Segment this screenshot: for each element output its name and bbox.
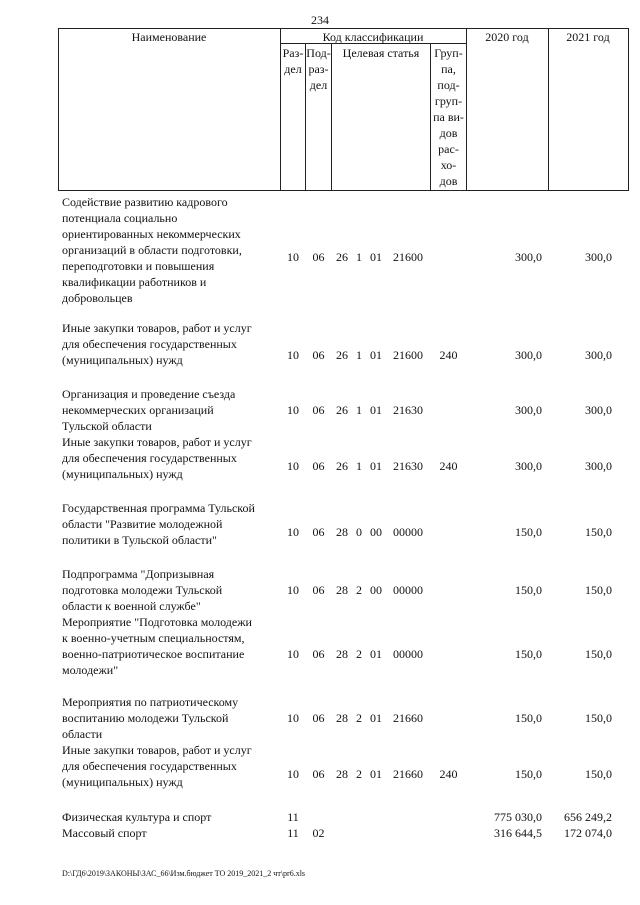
header-bottom-border — [58, 190, 629, 191]
row-target-program: 26 — [336, 459, 348, 473]
row-name-line: ориентированных некоммерческих — [62, 227, 241, 241]
header-target: Целевая статья — [342, 46, 420, 60]
row-target-program: 26 — [336, 348, 348, 362]
row-target-subprogram: 1 — [356, 250, 362, 264]
row-name-line: подготовка молодежи Тульской — [62, 583, 223, 597]
row-name-line: Государственная программа Тульской — [62, 501, 255, 515]
header-group-line: дов — [439, 126, 458, 140]
row-target-direction: 21630 — [393, 459, 423, 473]
row-name-line: добровольцев — [62, 291, 133, 305]
header-razdel-line: Раз- — [282, 46, 304, 60]
header-name: Наименование — [131, 30, 207, 44]
row-value-2021: 300,0 — [585, 250, 612, 264]
row-name-line: Мероприятие "Подготовка молодежи — [62, 615, 252, 629]
row-target-subprogram: 2 — [356, 767, 362, 781]
row-razdel: 10 — [287, 583, 299, 597]
row-name-line: Мероприятия по патриотическому — [62, 695, 239, 709]
row-target-direction: 00000 — [393, 583, 423, 597]
header-group-line: груп- — [434, 94, 463, 108]
row-name-line: (муниципальных) нужд — [62, 467, 183, 481]
row-target-event: 01 — [370, 250, 382, 264]
row-target-program: 28 — [336, 525, 348, 539]
header-group-line: под- — [437, 78, 460, 92]
row-razdel: 10 — [287, 767, 299, 781]
row-name-line: военно-патриотическое воспитание — [62, 647, 245, 661]
page-number: 234 — [311, 13, 329, 27]
row-group: 240 — [439, 348, 458, 362]
header-podrazdel-line: Под- — [306, 46, 331, 60]
row-name-line: Иные закупки товаров, работ и услуг — [62, 435, 252, 449]
row-name — [62, 694, 277, 742]
row-razdel: 10 — [287, 711, 299, 725]
row-value-2020: 150,0 — [515, 711, 542, 725]
row-value-2020: 300,0 — [515, 403, 542, 417]
row-value-2021: 300,0 — [585, 403, 612, 417]
header-divider — [548, 28, 549, 191]
row-name-line: переподготовки и повышения — [62, 259, 215, 273]
row-podrazdel: 06 — [312, 348, 325, 362]
header-group — [431, 45, 466, 189]
header-year-2021: 2021 год — [566, 30, 610, 44]
row-target-event: 00 — [370, 583, 382, 597]
row-podrazdel: 06 — [312, 525, 325, 539]
row-name-line: потенциала социально — [62, 211, 178, 225]
row-podrazdel: 06 — [312, 767, 325, 781]
row-value-2021: 150,0 — [585, 767, 612, 781]
row-value-2021: 150,0 — [585, 583, 612, 597]
row-name-line: Массовый спорт — [62, 826, 147, 840]
row-podrazdel: 06 — [312, 647, 325, 661]
row-name-line: молодежи" — [62, 663, 119, 677]
row-target-subprogram: 0 — [356, 525, 362, 539]
header-left-border — [58, 28, 59, 191]
row-target-subprogram: 2 — [356, 711, 362, 725]
row-target-event: 01 — [370, 403, 382, 417]
row-razdel: 11 — [287, 810, 299, 824]
row-name — [62, 825, 277, 841]
row-target-direction: 00000 — [393, 647, 423, 661]
row-podrazdel: 06 — [312, 459, 325, 473]
header-group-line: па ви- — [433, 110, 464, 124]
row-name-line: Физическая культура и спорт — [62, 810, 212, 824]
row-value-2020: 300,0 — [515, 459, 542, 473]
row-target-direction: 21600 — [393, 250, 423, 264]
row-value-2020: 316 644,5 — [494, 826, 542, 840]
row-target-subprogram: 2 — [356, 583, 362, 597]
row-target-event: 01 — [370, 767, 382, 781]
row-value-2020: 150,0 — [515, 583, 542, 597]
row-name-line: (муниципальных) нужд — [62, 775, 183, 789]
row-razdel: 10 — [287, 647, 299, 661]
header-group-line: дов — [439, 174, 458, 188]
row-name-line: Подпрограмма "Допризывная — [62, 567, 215, 581]
row-target-program: 26 — [336, 250, 348, 264]
row-value-2021: 150,0 — [585, 647, 612, 661]
header-group-line: хо- — [440, 158, 457, 172]
row-group: 240 — [439, 459, 458, 473]
row-value-2020: 150,0 — [515, 767, 542, 781]
row-razdel: 10 — [287, 250, 299, 264]
row-target-subprogram: 1 — [356, 348, 362, 362]
row-value-2020: 300,0 — [515, 250, 542, 264]
row-value-2021: 150,0 — [585, 711, 612, 725]
row-name-line: Организация и проведение съезда — [62, 387, 236, 401]
row-target-subprogram: 1 — [356, 459, 362, 473]
row-name-line: области к военной службе" — [62, 599, 201, 613]
row-target-subprogram: 2 — [356, 647, 362, 661]
row-target-event: 01 — [370, 348, 382, 362]
row-razdel: 10 — [287, 525, 299, 539]
row-target-direction: 21660 — [393, 767, 423, 781]
row-name — [62, 194, 277, 306]
row-name-line: для обеспечения государственных — [62, 451, 237, 465]
row-name — [62, 809, 277, 825]
row-value-2020: 775 030,0 — [494, 810, 542, 824]
row-value-2020: 300,0 — [515, 348, 542, 362]
row-podrazdel: 06 — [312, 711, 325, 725]
row-value-2021: 172 074,0 — [564, 826, 612, 840]
header-podrazdel-line: раз- — [308, 62, 329, 76]
header-divider — [331, 43, 332, 191]
row-name — [62, 742, 277, 790]
row-value-2020: 150,0 — [515, 647, 542, 661]
row-name-line: области — [62, 727, 103, 741]
row-name — [62, 614, 277, 678]
row-group: 240 — [439, 767, 458, 781]
header-right-border — [628, 28, 629, 191]
row-target-program: 28 — [336, 767, 348, 781]
row-value-2021: 150,0 — [585, 525, 612, 539]
header-razdel-line: дел — [284, 62, 302, 76]
row-name-line: Иные закупки товаров, работ и услуг — [62, 321, 252, 335]
row-target-event: 01 — [370, 711, 382, 725]
row-target-event: 01 — [370, 459, 382, 473]
row-razdel: 10 — [287, 459, 299, 473]
table-header — [58, 28, 629, 191]
row-target-event: 01 — [370, 647, 382, 661]
row-name-line: квалификации работников и — [62, 275, 207, 289]
header-code: Код классификации — [322, 30, 424, 44]
header-year-2020: 2020 год — [485, 30, 529, 44]
row-name — [62, 566, 277, 614]
row-name — [62, 434, 277, 482]
row-target-program: 28 — [336, 583, 348, 597]
row-value-2021: 300,0 — [585, 348, 612, 362]
row-podrazdel: 06 — [312, 583, 325, 597]
header-group-line: па, — [441, 62, 456, 76]
row-target-program: 26 — [336, 403, 348, 417]
row-name-line: политики в Тульской области" — [62, 533, 217, 547]
row-razdel: 11 — [287, 826, 299, 840]
row-name-line: Тульской области — [62, 419, 152, 433]
header-razdel — [281, 45, 305, 77]
row-value-2021: 656 249,2 — [564, 810, 612, 824]
row-razdel: 10 — [287, 403, 299, 417]
row-podrazdel: 06 — [312, 403, 325, 417]
row-name-line: организаций в области подготовки, — [62, 243, 242, 257]
row-value-2020: 150,0 — [515, 525, 542, 539]
row-name — [62, 386, 277, 434]
row-name-line: воспитанию молодежи Тульской — [62, 711, 229, 725]
row-name-line: (муниципальных) нужд — [62, 353, 183, 367]
row-name-line: Содействие развитию кадрового — [62, 195, 228, 209]
row-podrazdel: 06 — [312, 250, 325, 264]
row-name — [62, 320, 277, 368]
row-target-direction: 00000 — [393, 525, 423, 539]
header-podrazdel-line: дел — [309, 78, 328, 92]
file-path-footer: D:\ГД6\2019\ЗАКОНЫ\ЗАС_66\Изм.бюджет ТО 2019_2021_2 чт\pr6.xls — [62, 869, 306, 878]
row-value-2021: 300,0 — [585, 459, 612, 473]
row-razdel: 10 — [287, 348, 299, 362]
row-name-line: Иные закупки товаров, работ и услуг — [62, 743, 252, 757]
row-target-program: 28 — [336, 711, 348, 725]
header-group-line: Груп- — [434, 46, 463, 60]
row-target-event: 00 — [370, 525, 382, 539]
row-name-line: области "Развитие молодежной — [62, 517, 223, 531]
header-divider — [466, 28, 467, 191]
row-target-program: 28 — [336, 647, 348, 661]
row-target-direction: 21660 — [393, 711, 423, 725]
row-name — [62, 500, 277, 548]
header-podrazdel — [306, 45, 331, 93]
header-group-line: рас- — [438, 142, 459, 156]
row-name-line: для обеспечения государственных — [62, 759, 237, 773]
row-name-line: к военно-учетным специальностям, — [62, 631, 245, 645]
row-target-subprogram: 1 — [356, 403, 362, 417]
row-podrazdel: 02 — [312, 826, 325, 840]
row-target-direction: 21600 — [393, 348, 423, 362]
row-name-line: для обеспечения государственных — [62, 337, 237, 351]
row-name-line: некоммерческих организаций — [62, 403, 214, 417]
row-target-direction: 21630 — [393, 403, 423, 417]
